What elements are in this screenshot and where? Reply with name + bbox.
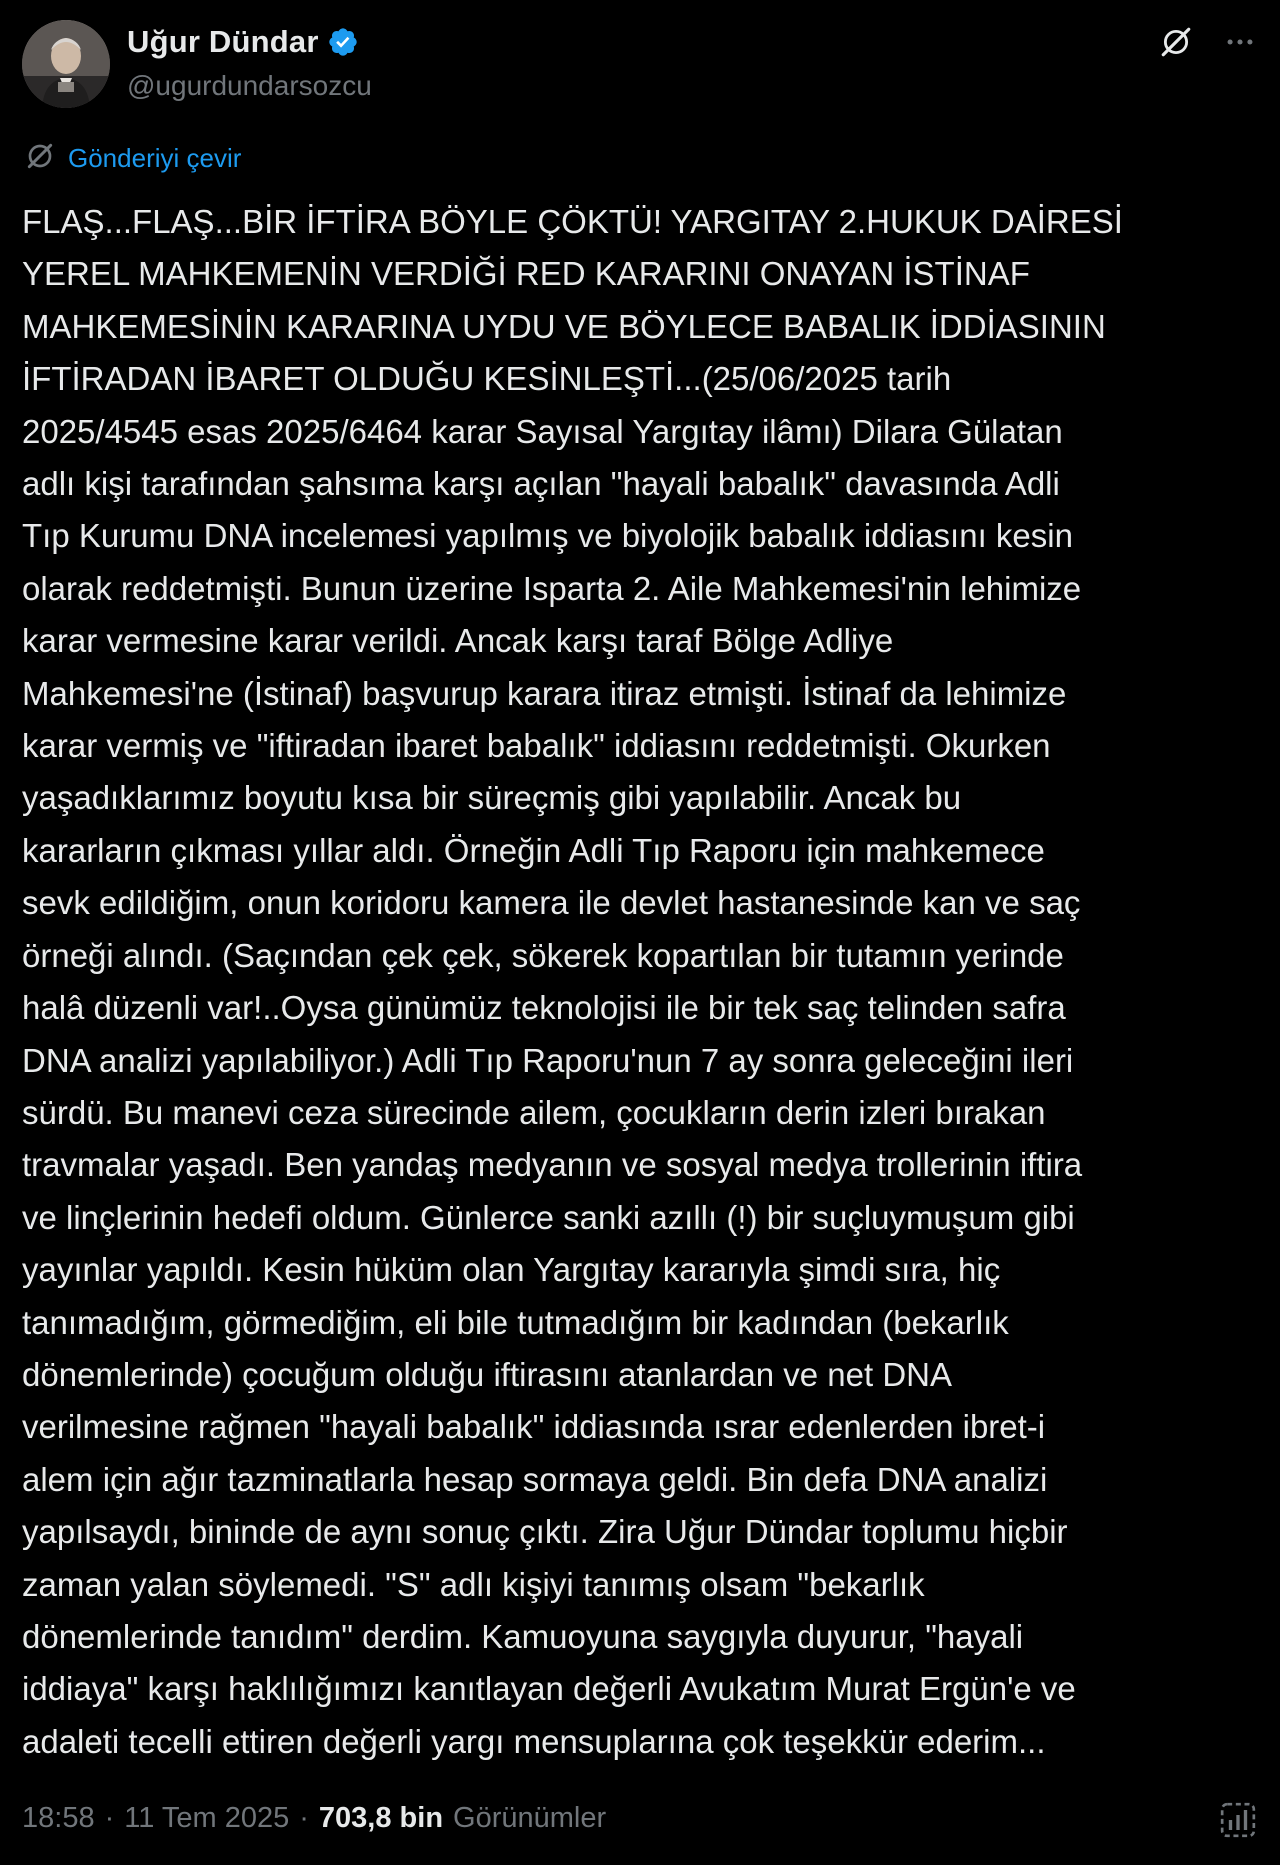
post-text-line: yapılsaydı, bininde de aynı sonuç çıktı. Zira Uğur Dündar toplumu hiçbir	[22, 1513, 1068, 1551]
header-actions	[1158, 24, 1258, 60]
meta-separator: ·	[299, 1802, 309, 1834]
post-text-line: FLAŞ...FLAŞ...BİR İFTİRA BÖYLE ÇÖKTÜ! YARGITAY 2.HUKUK DAİRESİ	[22, 203, 1123, 240]
post-header	[22, 18, 1258, 108]
meta-separator: ·	[104, 1802, 115, 1834]
post-time[interactable]: 18:58	[22, 1802, 95, 1834]
post-text-line: adlı kişi tarafından şahsıma karşı açılan "hayali babalık" davasında Adli	[22, 465, 1060, 503]
avatar[interactable]	[22, 20, 110, 108]
post-text-line: dönemlerinde) çocuğum olduğu iftirasını atanlardan ve net DNA	[22, 1355, 953, 1393]
post-text-line: olarak reddetmişti. Bunun üzerine Isparta 2. Aile Mahkemesi'nin lehimize	[22, 569, 1082, 607]
post-text-line: sevk edildiğim, onun koridoru kamera ile devlet hastanesinde kan ve saç	[22, 884, 1081, 922]
post-text-line: alem için ağır tazminatlarla hesap sormaya geldi. Bin defa DNA analizi	[22, 1460, 1048, 1498]
post-text-line: dönemlerinde tanıdım" derdim. Kamuoyuna saygıyla duyurur, "hayali	[22, 1617, 1024, 1655]
post-text-line: sürdü. Bu manevi ceza sürecinde ailem, çocukların derin izleri bırakan	[22, 1093, 1046, 1131]
verified-badge-icon[interactable]	[327, 26, 359, 58]
post-text-line: karar vermesine karar verildi. Ancak karşı taraf Bölge Adliye	[22, 622, 894, 660]
grok-icon[interactable]	[1158, 24, 1194, 60]
post-text-line: iddiaya" karşı haklılığımızı kanıtlayan değerli Avukatım Murat Ergün'e ve	[22, 1670, 1076, 1708]
author-name-row	[127, 22, 359, 62]
author-handle[interactable]: @ugurdundarsozcu	[127, 70, 372, 101]
post-date[interactable]: 11 Tem 2025	[124, 1802, 290, 1834]
post-text-line: kararların çıkması yıllar aldı. Örneğin Adli Tıp Raporu için mahkemece	[22, 831, 1045, 869]
post-text-line: ve linçlerinin hedefi oldum. Günlerce sanki azıllı (!) bir suçluymuşum gibi	[22, 1198, 1075, 1236]
post-text	[22, 196, 1258, 1768]
translate-label[interactable]: Gönderiyi çevir	[68, 143, 242, 173]
post-text-line: İFTİRADAN İBARET OLDUĞU KESİNLEŞTİ...(25/06/2025 tarih	[22, 360, 952, 398]
translate-icon	[24, 140, 56, 177]
post-text-line: adaleti tecelli ettiren değerli yargı mensuplarına çok teşekkür ederim...	[22, 1722, 1046, 1760]
post-meta	[22, 1802, 606, 1835]
post-text-line: MAHKEMESİNİN KARARINA UYDU VE BÖYLECE BABALIK İDDİASININ	[22, 307, 1106, 345]
post-text-line: yayınlar yapıldı. Kesin hüküm olan Yargıtay kararıyla şimdi sıra, hiç	[22, 1251, 1001, 1289]
post-text-line: örneği alındı. (Saçından çek çek, sökerek kopartılan bir tutamın yerinde	[22, 936, 1064, 974]
more-icon[interactable]	[1222, 24, 1258, 60]
post-text-line: Tıp Kurumu DNA incelemesi yapılmış ve biyolojik babalık iddiasını kesin	[22, 517, 1073, 555]
analytics-icon[interactable]	[1218, 1800, 1258, 1840]
views-label: Görünümler	[453, 1802, 607, 1834]
post-text-line: DNA analizi yapılabiliyor.) Adli Tıp Raporu'nun 7 ay sonra geleceğini ileri	[22, 1041, 1074, 1079]
post-text-line: tanımadığım, görmediğim, eli bile tutmadığım bir kadından (bekarlık	[22, 1303, 1009, 1341]
post-text-line: verilmesine rağmen "hayali babalık" iddiasında ısrar edenlerden ibret-i	[22, 1408, 1046, 1446]
post-text-line: 2025/4545 esas 2025/6464 karar Sayısal Yargıtay ilâmı) Dilara Gülatan	[22, 412, 1063, 450]
post-text-line: travmalar yaşadı. Ben yandaş medyanın ve sosyal medya trollerinin iftira	[22, 1146, 1083, 1184]
translate-post-button[interactable]	[24, 140, 241, 177]
views-count: 703,8 bin	[318, 1802, 444, 1834]
post-text-line: yaşadıklarımız boyutu kısa bir süreçmiş gibi yapılabilir. Ancak bu	[22, 779, 962, 817]
post-text-line: Mahkemesi'ne (İstinaf) başvurup karara itiraz etmişti. İstinaf da lehimize	[22, 674, 1067, 712]
post-text-line: YEREL MAHKEMENİN VERDİĞİ RED KARARINI ONAYAN İSTİNAF	[22, 255, 1030, 293]
post-text-line: zaman yalan söylemedi. "S" adlı kişiyi tanımış olsam "bekarlık	[22, 1565, 925, 1603]
post-text-line: halâ düzenli var!..Oysa günümüz teknolojisi ile bir tek saç telinden safra	[22, 989, 1066, 1027]
author-display-name[interactable]: Uğur Dündar	[127, 24, 319, 59]
post-text-line: karar vermiş ve "iftiradan ibaret babalık" iddiasını reddetmişti. Okurken	[22, 727, 1051, 765]
